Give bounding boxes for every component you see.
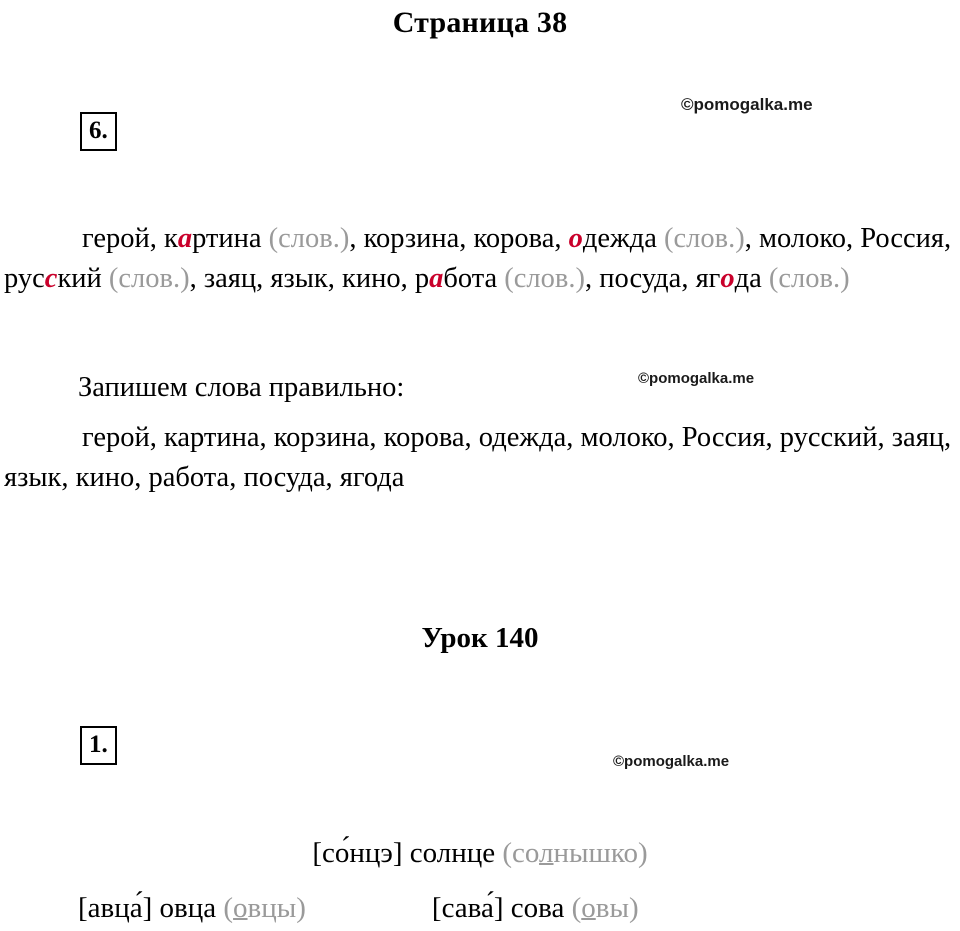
word: солнце (409, 837, 496, 869)
paren-open: ( (502, 837, 513, 869)
highlighted-letter: с (44, 263, 58, 294)
lesson-title: Урок 140 (421, 622, 539, 654)
check-post: нышко (553, 837, 638, 869)
dictionary-mark: (слов.) (664, 223, 745, 254)
dictionary-mark: (слов.) (768, 263, 850, 294)
text-part: кий (57, 263, 109, 294)
highlighted-letter: о (568, 223, 583, 254)
transcription: [со́нцэ] (312, 837, 403, 869)
text-part: дежда (582, 223, 665, 254)
check-word (223, 892, 306, 924)
exercise1-line-2 (78, 888, 958, 928)
check-letter: л (539, 837, 554, 869)
watermark: ©pomogalka.me (638, 370, 755, 387)
word: сова (510, 892, 565, 924)
exercise6-prompt: Запишем слова правильно: (78, 372, 405, 403)
paren-open: ( (571, 892, 582, 924)
check-post: вы (595, 892, 629, 924)
highlighted-letter: а (429, 263, 444, 294)
check-word (572, 892, 639, 924)
text-part: , молоко, Россия, рус (4, 223, 952, 294)
text-part: герой, к (82, 223, 178, 254)
dictionary-mark: (слов.) (108, 263, 190, 294)
paren-close: ) (637, 837, 648, 869)
text-part: , заяц, язык, кино, р (189, 263, 430, 294)
transcription: [сава́] (431, 892, 504, 924)
paren-close: ) (296, 892, 306, 924)
check-letter: о (233, 892, 248, 924)
check-word (502, 837, 647, 869)
exercise6-words-line (0, 219, 960, 299)
transcription: [авца́] (78, 892, 153, 924)
watermark: ©pomogalka.me (681, 95, 813, 114)
text-part: , корзина, корова, (349, 223, 569, 254)
word: овца (159, 892, 217, 924)
text-part: ртина (192, 223, 269, 254)
check-letter: о (581, 892, 596, 924)
exercise6-answer: герой, картина, корзина, корова, одежда, молоко, Россия, русский, заяц, язык, кино, работа, посуда, ягода (4, 422, 952, 493)
dictionary-mark: (слов.) (268, 223, 350, 254)
dictionary-mark: (слов.) (504, 263, 585, 294)
paren-close: ) (628, 892, 639, 924)
highlighted-letter: а (177, 223, 193, 254)
paren-open: ( (223, 892, 234, 924)
text-part: да (734, 263, 769, 294)
watermark: ©pomogalka.me (613, 753, 730, 770)
exercise1-line-1 (0, 833, 960, 873)
page-title: Страница 38 (392, 6, 568, 39)
text-part: , посуда, яг (584, 263, 721, 294)
text-part: бота (443, 263, 505, 294)
exercise-number-6: 6. (80, 112, 117, 151)
highlighted-letter: о (720, 263, 735, 294)
exercise-number-1: 1. (80, 726, 117, 765)
check-pre: со (512, 837, 540, 869)
check-post: вцы (247, 892, 297, 924)
